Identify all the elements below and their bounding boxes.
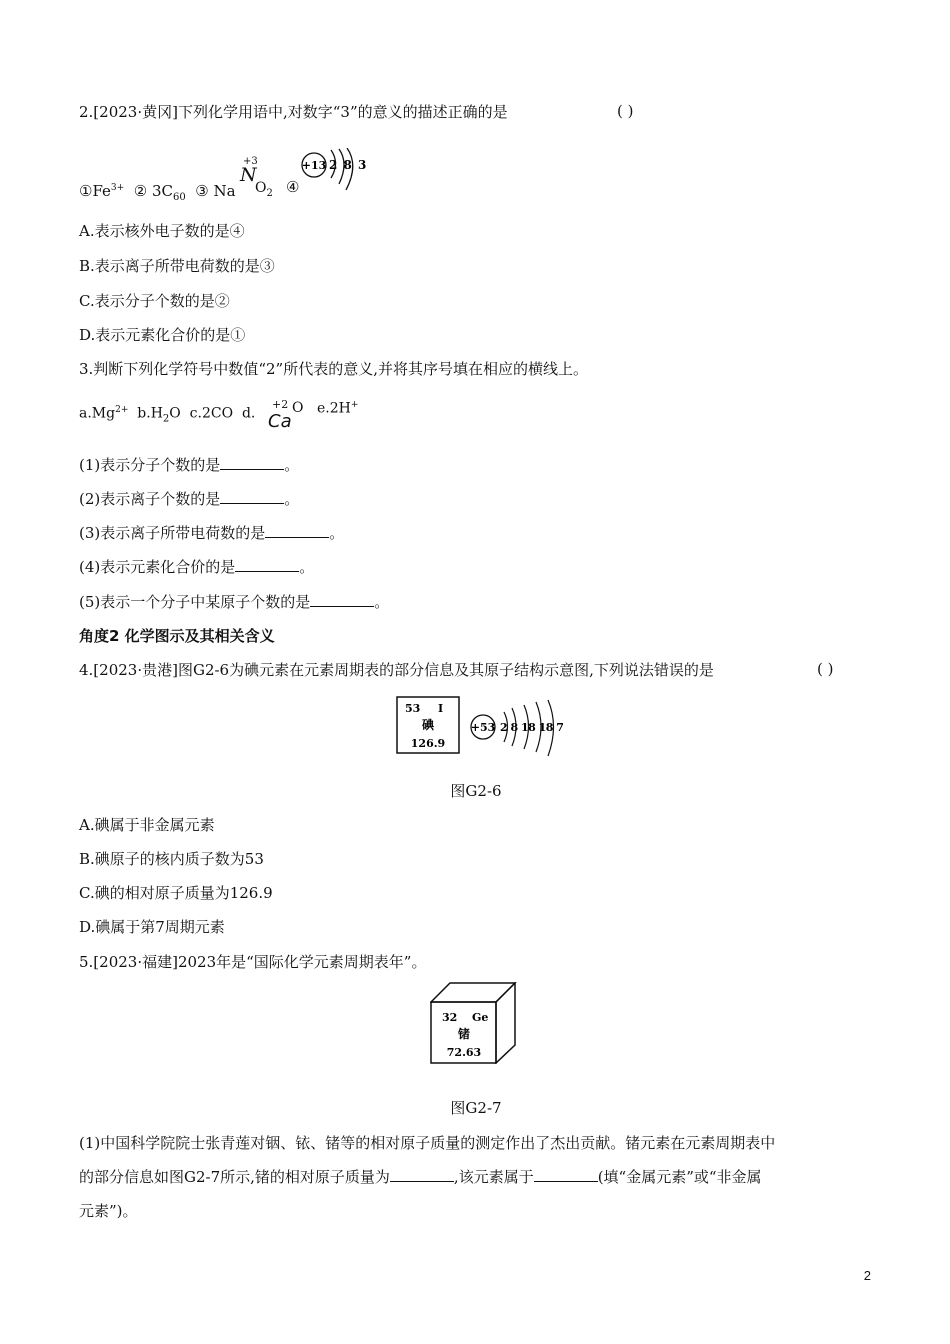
- iodine-symbol: I: [438, 702, 444, 715]
- q2-n-post: [255, 180, 273, 199]
- q5-p1-line2-c: (填“金属元素”或“非金属: [597, 1168, 762, 1186]
- q2-option-d: D.表示元素化合价的是①: [79, 326, 246, 344]
- q3-sym-d-post: O: [292, 400, 304, 416]
- period: 。: [299, 558, 315, 576]
- q2-item3: ③ Na: [195, 182, 236, 200]
- q5-p1-line2: [79, 1167, 762, 1187]
- q2-n-post-o: O: [255, 180, 267, 196]
- q2-item2-sub: 60: [173, 192, 186, 203]
- q2-option-c: C.表示分子个数的是②: [79, 292, 230, 310]
- q2-option-b: B.表示离子所带电荷数的是③: [79, 257, 275, 275]
- section-heading: 角度2 化学图示及其相关含义: [79, 627, 275, 645]
- iodine-number: 53: [405, 702, 421, 715]
- iodine-name: 碘: [421, 718, 435, 732]
- iodine-shells-label: 2 8 18 18 7: [500, 721, 564, 734]
- q3-sub4-text: (4)表示元素化合价的是: [79, 558, 236, 576]
- q3-sub5: [79, 592, 389, 612]
- q3-sub4-blank[interactable]: [235, 557, 299, 572]
- germanium-symbol: Ge: [472, 1011, 489, 1024]
- q3-sub2: [79, 489, 299, 509]
- q3-sub4: [79, 557, 314, 577]
- q4-stem: 4.[2023·贵港]图G2-6为碘元素在元素周期表的部分信息及其原子结构示意图,下列说法错误的是: [79, 661, 714, 679]
- q3-sym-c: c.2CO: [189, 405, 234, 422]
- q2-atom-diagram: [298, 148, 368, 196]
- q3-sub1-blank[interactable]: [220, 455, 284, 470]
- q2-answer-paren: ( ): [617, 102, 634, 120]
- germanium-number: 32: [442, 1011, 458, 1024]
- q3-symbols: [79, 400, 255, 429]
- q3-sub5-blank[interactable]: [310, 592, 374, 607]
- q3-sub3: [79, 523, 344, 543]
- q3-sub1: [79, 455, 299, 475]
- q3-sub1-text: (1)表示分子个数的是: [79, 456, 221, 474]
- q5-caption: 图G2-7: [450, 1099, 502, 1117]
- q2-item2: ② 3C: [133, 182, 173, 200]
- q3-sym-b: b.H: [137, 405, 163, 422]
- page-number: 2: [863, 1268, 871, 1283]
- q3-sym-d: d.: [241, 405, 256, 422]
- q5-blank-type[interactable]: [534, 1167, 598, 1182]
- q3-sub3-text: (3)表示离子所带电荷数的是: [79, 524, 266, 542]
- q5-figure: [430, 982, 520, 1064]
- q5-p1-line1: (1)中国科学院院士张青莲对铟、铱、锗等的相对原子质量的测定作出了杰出贡献。锗元素在元素周期表中: [79, 1134, 776, 1152]
- q4-option-b: B.碘原子的核内质子数为53: [79, 850, 264, 868]
- q3-sub2-text: (2)表示离子个数的是: [79, 490, 221, 508]
- q2-n-post-sub: 2: [266, 187, 273, 199]
- q5-p1-line2-a: 的部分信息如图G2-7所示,锗的相对原子质量为: [79, 1168, 390, 1186]
- q4-caption: 图G2-6: [450, 782, 502, 800]
- q3-ca-charge: +2: [272, 398, 289, 411]
- q4-option-a: A.碘属于非金属元素: [79, 816, 215, 834]
- q3-sym-e-text: e.2H: [317, 400, 351, 417]
- q3-sub5-text: (5)表示一个分子中某原子个数的是: [79, 593, 311, 611]
- iodine-nucleus-label: +53: [470, 721, 496, 734]
- iodine-mass: 126.9: [410, 737, 446, 750]
- q2-item4: ④: [286, 178, 300, 196]
- q3-stem: 3.判断下列化学符号中数值“2”所代表的意义,并将其序号填在相应的横线上。: [79, 360, 588, 378]
- q5-p1-line3: 元素”)。: [79, 1202, 138, 1220]
- period: 。: [284, 490, 300, 508]
- q3-sub2-blank[interactable]: [220, 489, 284, 504]
- q4-figure: [396, 696, 566, 760]
- q2-n-charge: +3: [243, 156, 258, 167]
- q3-sym-e: [317, 400, 358, 417]
- q3-sym-a-sup: 2+: [115, 405, 129, 415]
- q2-stem: 2.[2023·黄冈]下列化学用语中,对数字“3”的意义的描述正确的是: [79, 103, 508, 121]
- q5-blank-mass[interactable]: [390, 1167, 454, 1182]
- q5-p1-line2-b: ,该元素属于: [453, 1168, 534, 1186]
- q3-sym-b-post: O: [169, 405, 181, 422]
- q2-shells-label: 2 8 3: [329, 158, 368, 172]
- q3-sym-b-sub: 2: [162, 413, 170, 425]
- q2-option-a: A.表示核外电子数的是④: [79, 222, 245, 240]
- period: 。: [284, 456, 300, 474]
- q5-stem: 5.[2023·福建]2023年是“国际化学元素周期表年”。: [79, 953, 427, 971]
- period: 。: [329, 524, 345, 542]
- q4-option-c: C.碘的相对原子质量为126.9: [79, 884, 273, 902]
- q3-ca-symbol: Ca: [268, 411, 292, 432]
- q4-option-d: D.碘属于第7周期元素: [79, 918, 225, 936]
- period: 。: [374, 593, 390, 611]
- q4-answer-paren: ( ): [817, 660, 834, 678]
- q2-nucleus-label: +13: [301, 159, 327, 172]
- q3-sym-a: a.Mg: [79, 405, 116, 422]
- q3-sub3-blank[interactable]: [265, 523, 329, 538]
- q2-item1-sup: 3+: [110, 183, 125, 193]
- q2-n-symbol: N: [240, 164, 257, 186]
- q2-symbols: [79, 178, 236, 208]
- germanium-mass: 72.63: [446, 1046, 482, 1059]
- q3-sym-e-sup: +: [350, 400, 359, 410]
- q2-item1: ①Fe: [79, 182, 111, 200]
- germanium-name: 锗: [457, 1027, 471, 1041]
